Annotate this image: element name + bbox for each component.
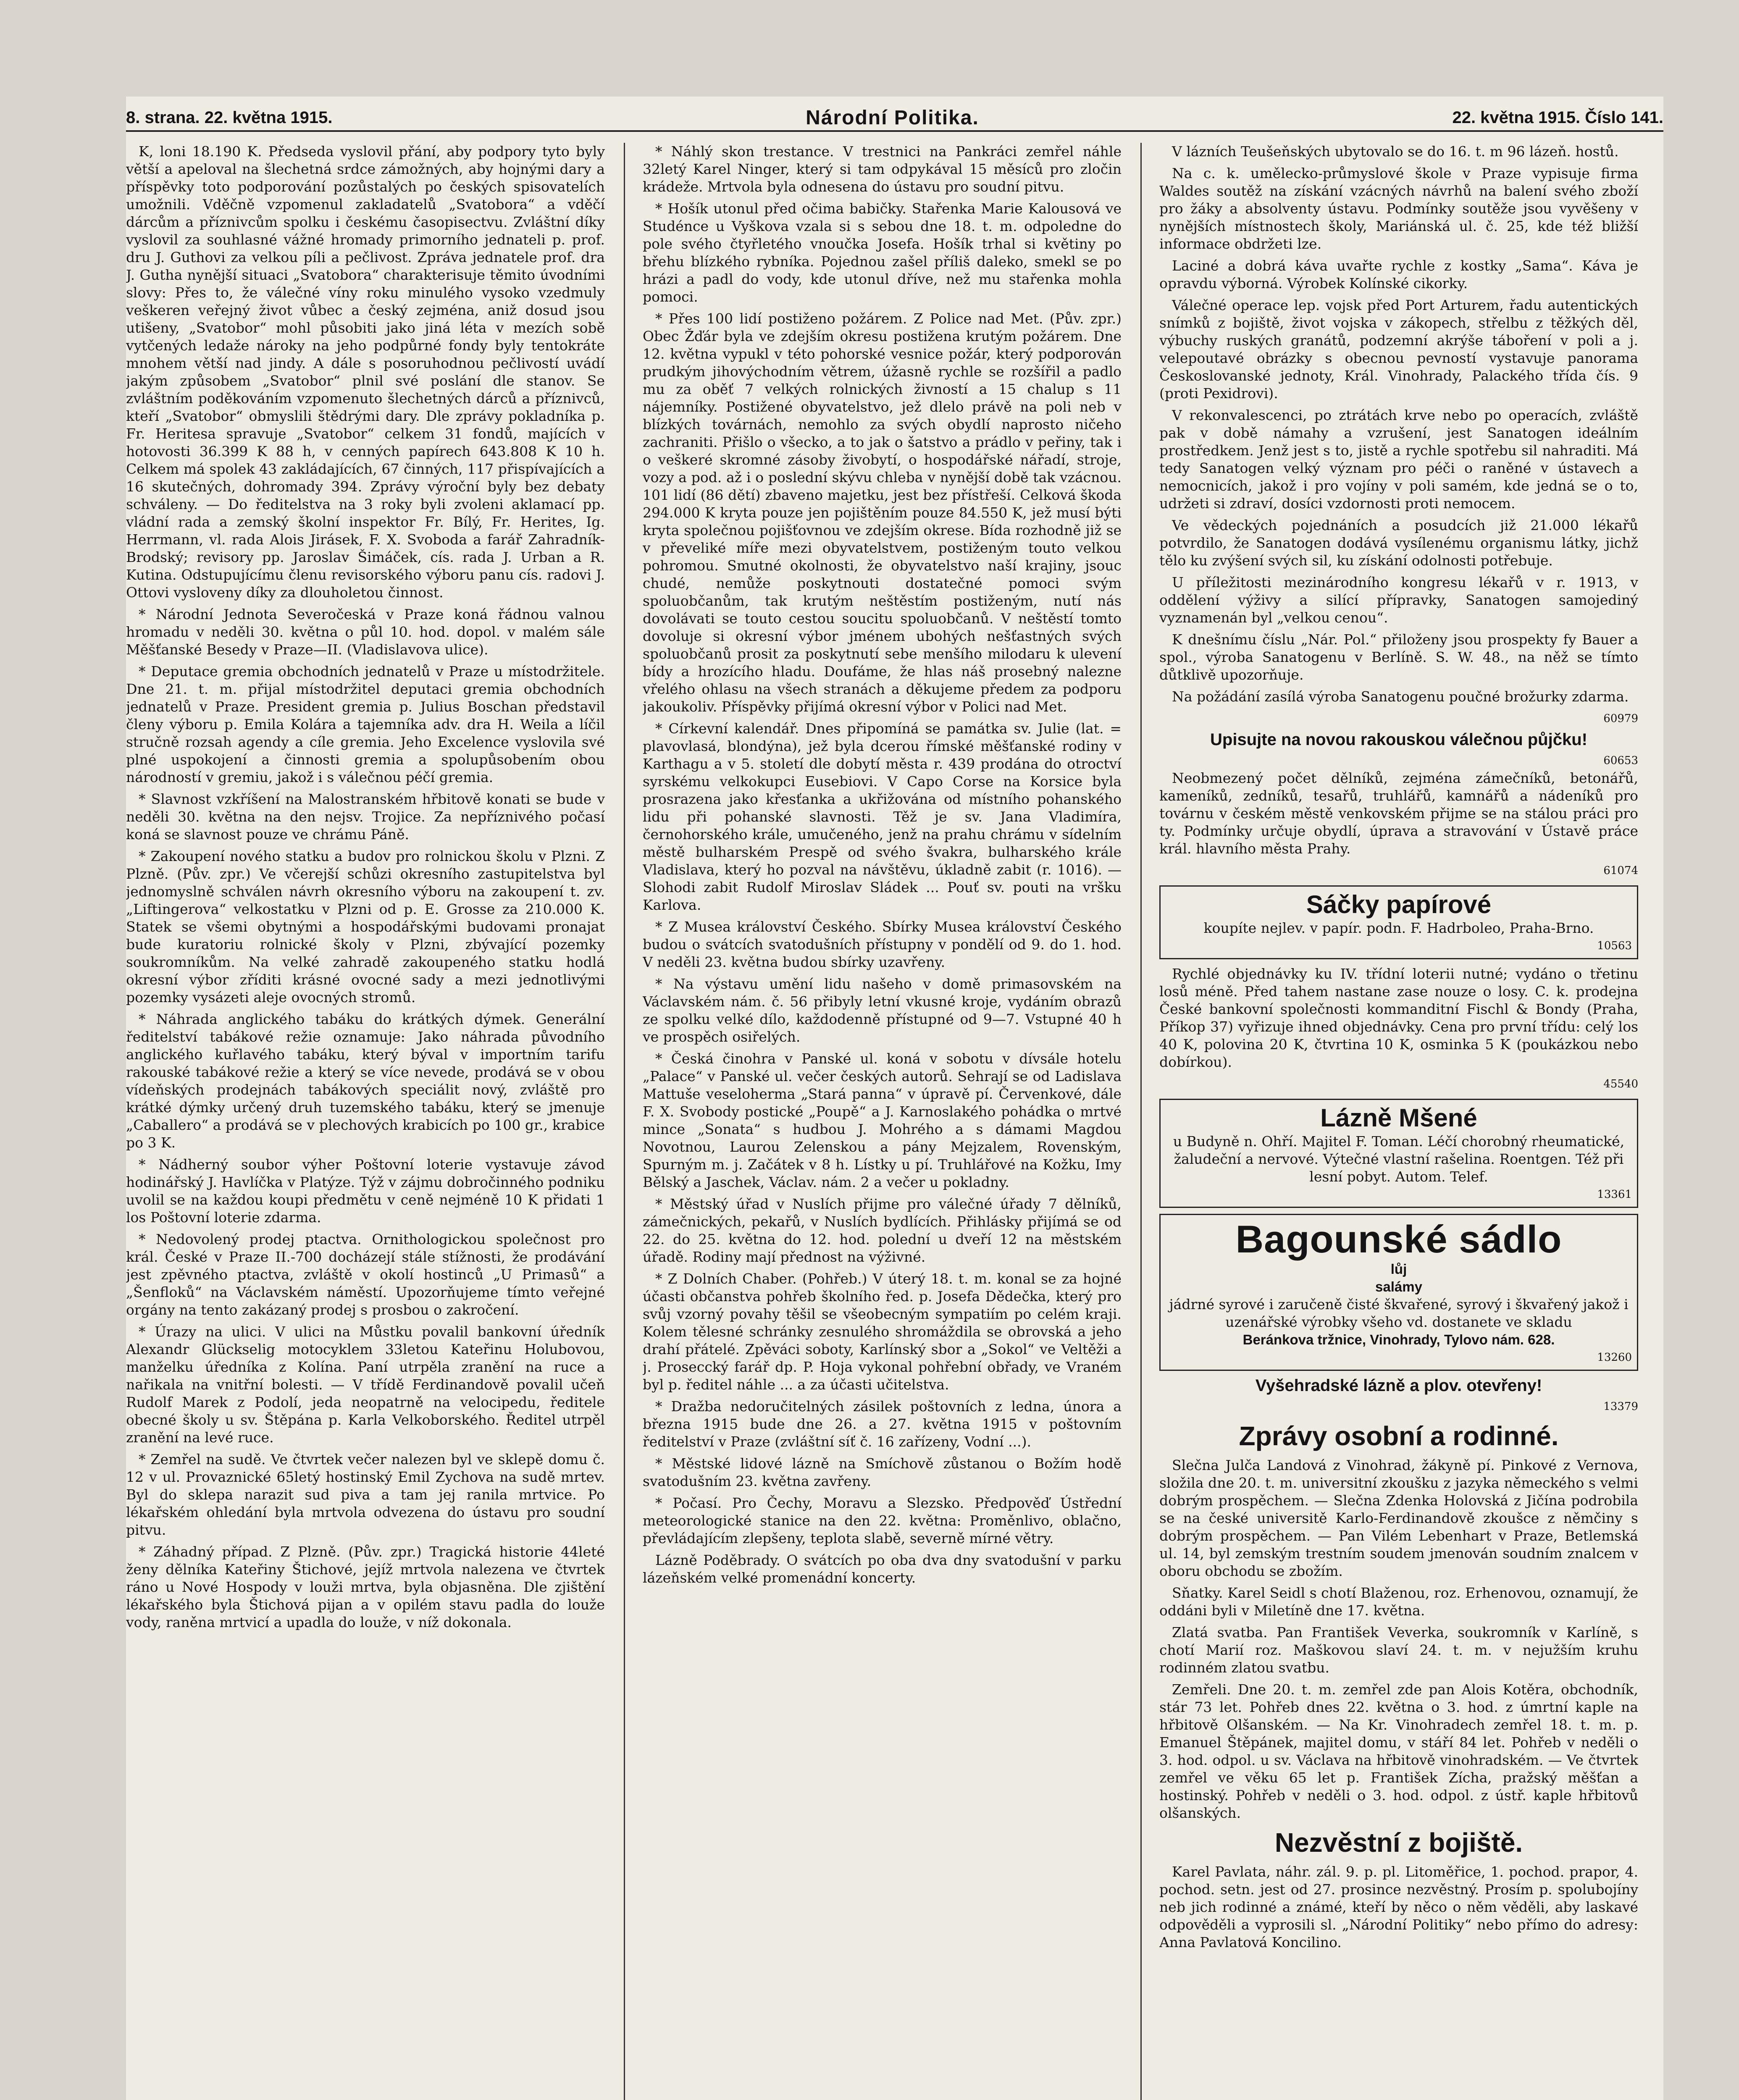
article-paragraph: Laciné a dobrá káva uvařte rychle z kostky „Sama“. Káva je opravdu výborná. Výrobek Kolínské cikorky.: [1159, 257, 1638, 291]
article-paragraph: V lázních Teušeňských ubytovalo se do 16. t. m 96 lázeň. hostů.: [1172, 143, 1619, 160]
article-paragraph: * Počasí. Pro Čechy, Moravu a Slezsko. Předpověď Ústřední meteorologické stanice na den 22. května: Proměnlivo, oblačno, převládajícím zlepšeny, teplota slabě, severně mírné větry.: [643, 1495, 1122, 1546]
ad-number: 13379: [1603, 1400, 1638, 1413]
article-paragraph: * Církevní kalendář. Dnes připomíná se památka sv. Julie (lat. = plavovlasá, blondýna), jež byla dcerou římské měšťanské rodiny v Karthagu a v 5. století dle dobytí města r. 439 prodána do otroctví syrskému velkokupci Eusebiovi. V Capo Corse na Korsice byla prosrazena jako křesťanka a ukřižována od místního pohanského lidu při pohanské slavnosti. Těž je sv. Jana Vladimíra, černohorského krále, umučeného, jenž na prahu chrámu v sídelním městě bulharském Prespě od svého švakra, bulharského krále Vladislava, který ho pozval na návštěvu, úkladně zabit (r. 1016). — Slohodi zabit Rudolf Miroslav Sládek ... Pouť sv. pouti na vršku Karlova.: [643, 720, 1122, 913]
sadlo-ad-address: Beránkova tržnice, Vinohrady, Tylovo nám. 628.: [1243, 1332, 1555, 1347]
article-paragraph: * Na výstavu umění lidu našeho v domě primasovském na Václavském nám. č. 56 přibyly letní vkusné kroje, vydáním obrazů ze spolku velké dílo, každodenně přístupné od 9—7. Vstupné 40 h ve prospěch osiřelých.: [643, 976, 1122, 1045]
article-paragraph: * Dražba nedoručitelných zásilek poštovních z ledna, února a března 1915 bude dne 26. a 27. května 1915 v poštovním ředitelství v Praze (zvláštní síť č. 16 zařízeny, Vodní ...).: [643, 1398, 1122, 1450]
article-paragraph: K dnešnímu číslu „Nár. Pol.“ přiloženy jsou prospekty fy Bauer a spol., výroba Sanatogenu v Berlíně. S. W. 48., na něž se tímto důtklivě upozorňuje.: [1159, 631, 1638, 683]
article-paragraph: * Nádherný soubor výher Poštovní loterie vystavuje závod hodinářský J. Havlíčka v Platýze. Týž v zájmu dobročinného podniku uvolil se na každou koupi předmětu v ceně nejméně 10 K přidati 1 los Poštovní loterie zdarma.: [126, 1156, 605, 1226]
article-paragraph: * Záhadný případ. Z Plzně. (Pův. zpr.) Tragická historie 44leté ženy dělníka Kateřiny Štichové, jejíž mrtvola nalezena ve čtvrtek ráno u Nové Hospody v louži mrtva, byla objasněna. Dle zjištění lékařského byla Štichová pijan a v opilém stavu padla do louže vody, raněna mrtvicí a upadla do louže, v níž dokonala.: [126, 1544, 605, 1630]
sacky-ad: [1159, 885, 1638, 959]
article-paragraph: * Zemřel na sudě. Ve čtvrtek večer nalezen byl ve sklepě domu č. 12 v ul. Provaznické 65letý hostinský Emil Zychova na sudě mrtev. Byl do sklepa narazit sud piva a tam jej ranila mrtvice. Po lékařském ohledání byla mrtvola odvezena do ústavu pro soudní pitvu.: [126, 1451, 605, 1538]
sadlo-ad-title: Bagounské sádlo: [1235, 1218, 1562, 1261]
article-paragraph: * Městské lidové lázně na Smíchově zůstanou o Božím hodě svatodušním 23. května zavřeny.: [643, 1455, 1122, 1489]
column-3: [1159, 143, 1638, 2100]
article-paragraph: * Deputace gremia obchodních jednatelů v Praze u místodržitele. Dne 21. t. m. přijal místodržitel deputaci gremia obchodních jednatelů v Praze. President gremia p. Julius Boschan představil členy výboru p. Emila Kolára a tajemníka adv. dra H. Weila a líčil stručně rozsah agendy a cíle gremia. Jeho Excelence vyslovila své plné uspokojení a činnosti gremia a spolupůsobením obou národností v gremiu, jakož i s válečnou péčí gremia.: [126, 663, 605, 785]
article-paragraph: * Národní Jednota Severočeská v Praze koná řádnou valnou hromadu v neděli 30. května o půl 10. hod. dopol. v malém sále Měšťanské Besedy v Praze—II. (Vladislavova ulice).: [126, 606, 605, 658]
sacky-ad-title: Sáčky papírové: [1306, 890, 1492, 919]
classified-ad: Neobmezený počet dělníků, zejména zámečníků, betonářů, kameníků, zedníků, tesařů, truhlářů, kamnářů a nádeníků pro továrnu v českém městě venkovském přijme se na stálou práci pro ty. Podmínky určuje obydlí, úprava a stravování v Ústavě práce král. hlavního města Prahy.: [1159, 770, 1638, 857]
article-paragraph: Válečné operace lep. vojsk před Port Arturem, řadu autentických snímků z bojiště, život vojska v zákopech, střelbu z těžkých děl, výbuchy ruských granátů, podzemní akrýše táboření v poli a j. velepoutavé obrázky s obecnou pevností vystavuje panorama Českoslovanské jednoty, Král. Vinohrady, Palackého třída čís. 9 (proti Pexidrovi).: [1159, 297, 1638, 402]
article-paragraph: * Zakoupení nového statku a budov pro rolnickou školu v Plzni. Z Plzně. (Pův. zpr.) Ve včerejší schůzi okresního zastupitelstva byl jednomyslně schválen návrh okresního výboru na zakoupení t. zv. „Liftingerova“ velkostatku v Plzni od p. E. Grosse za 210.000 K. Statek se všemi obytnými a hospodářskými budovami pronajat bude kuratoriu rolnické školy v Plzni, zbývající pozemky soukromníkům. Na velké zahradě zakoupeného statku hodlá okresní výbor zříditi krásné ovocné sady a mezi jednotlivými pozemky vysázeti aleje ovocných stromů.: [126, 848, 605, 1005]
article-paragraph: Na c. k. umělecko-průmyslové škole v Praze vypisuje firma Waldes soutěž na získání vzácných návrhů na balení svého zboží pro žáky a absolventy ústavu. Podmínky soutěže jsou vyvěšeny v nynějších místnostech školy, Mariánská ul. č. 25, kde též bližší informace obdržeti lze.: [1159, 165, 1638, 252]
article-paragraph: * Hošík utonul před očima babičky. Stařenka Marie Kalousová ve Studénce u Vyškova vzala si s sebou dne 18. t. m. odpoledne do pole svého čtyřletého vnoučka Josefa. Hošík trhal si květiny po břehu blízkého rybníka. Pojednou zašel příliš daleko, smekl se po hrázi a padl do vody, kde utonul dříve, než mu stařenka mohla pomoci.: [643, 200, 1122, 305]
ad-number: 10563: [1597, 940, 1632, 952]
article-paragraph: Sňatky. Karel Seidl s chotí Blaženou, roz. Erhenovou, oznamují, že oddáni byli v Miletíně dne 17. května.: [1159, 1585, 1638, 1619]
article-paragraph: * Náhrada anglického tabáku do krátkých dýmek. Generální ředitelství tabákové režie oznamuje: Jako náhrada původního anglického kuřlavého tabáku, který býval v importním tarifu rakouské tabákové režie a který se více nevede, prodává se v obou vídeňských prodejnách tabákových speciálit nový, zvláště pro krátké dýmky určený druh tuzemského tabáku, který se jmenuje „Caballero“ a prodává se v plechových krabicích po 100 gr., krabice po 3 K.: [126, 1011, 605, 1151]
column-2: [643, 143, 1122, 2100]
lazne-ad-title: Lázně Mšené: [1320, 1104, 1477, 1132]
sadlo-ad-lu: lůj: [1390, 1261, 1407, 1277]
article-paragraph: Zemřeli. Dne 20. t. m. zemřel zde pan Alois Kotěra, obchodník, stár 73 let. Pohřeb dnes 22. května o 3. hod. z úmrtní kaple na hřbitově Olšanském. — Na Kr. Vinohradech zemřel 18. t. m. p. Emanuel Štěpánek, majitel domu, v stáří 84 let. Pohřeb v neděli o 3. hod. odpol. u sv. Václava na hřbitově vinohradském. — Ve čtvrtek zemřel ve věku 65 let p. František Zícha, pražský měšťan a hostinský. Pohřeb v neděli o 3. hod. odpol. z ústř. kaple hřbitovů olšanských.: [1159, 1681, 1638, 1821]
header-right: 22. května 1915. Číslo 141.: [1452, 108, 1663, 127]
newspaper-page: [126, 97, 1663, 2100]
article-paragraph: Slečna Julča Landová z Vinohrad, žákyně pí. Pinkové z Vernova, složila dne 20. t. m. universitní zkoušku z jazyka německého s velmi dobrým prospěchem. — Slečna Zdenka Holovská z Jičína podrobila se na české universitě Karlo-Ferdinandově zkoušce z němčiny s dobrým prospěchem. — Pan Vilém Lebenhart v Praze, Betlemská ul. 14, byl zemským trestním soudem jmenován soudním znalcem v oboru obchodu se zbožím.: [1159, 1457, 1638, 1579]
article-paragraph: Lázně Poděbrady. O svátcích po oba dva dny svatodušní v parku lázeňském velké promenádní koncerty.: [643, 1552, 1122, 1586]
article-paragraph: * Z Musea království Českého. Sbírky Musea království Českého budou o svátcích svatodušních přístupny v pondělí od 9. do 1. hod. V neděli 23. května budou sbírky uzavřeny.: [643, 919, 1122, 970]
masthead-title: Národní Politika.: [806, 106, 979, 129]
article-paragraph: Na požádání zasílá výroba Sanatogenu poučné brožurky zdarma.: [1172, 688, 1629, 705]
column-divider: [1140, 143, 1142, 2100]
sadlo-ad: [1159, 1214, 1638, 1371]
ad-number: 13260: [1597, 1351, 1632, 1364]
vysehrad-baths-ad: Vyšehradské lázně a plov. otevřeny!: [1255, 1376, 1542, 1395]
ad-number: 60979: [1603, 712, 1638, 725]
ad-number: 45540: [1603, 1078, 1638, 1090]
article-paragraph: * Česká činohra v Panské ul. koná v sobotu v dívsále hotelu „Palace“ v Panské ul. večer českých autorů. Sehrají se od Ladislava Mattuše veseloherma „Stará panna“ v úpravě pí. Červenkové, dále F. X. Svobody postické „Poupě“ a J. Karnoslakého pohádka o mrtvé mince „Sonata“ s hudbou J. Mohrého a s dámami Magdou Novotnou, Laurou Zelenskou a pány Mejzalem, Rovenským, Spurným m. j. Začátek v 8 h. Lístky u pí. Truhlářové na Kožku, Imy Bělský a Jaschek, Václav. nám. 2 a večer u pokladny.: [643, 1050, 1122, 1190]
article-paragraph: Zlatá svatba. Pan František Veverka, soukromník v Karlíně, s chotí Marií roz. Maškovou slaví 24. t. m. v nejužším kruhu rodinném zlatou svatbu.: [1159, 1624, 1638, 1676]
column-1: [126, 143, 605, 2100]
article-paragraph: * Z Dolních Chaber. (Pohřeb.) V úterý 18. t. m. konal se za hojné účasti občanstva pohřeb školního řed. p. Josefa Dědečka, který pro svůj vzorný povahy těšil se všeobecným sympatiím po celém kraji. Kolem tělesné schránky zesnulého shromáždila se obrovská a jeho drahí přátelé. Zpěváci soboty, Karlínský sbor a „Sokol“ ve Veltěži a j. Proseccký farář dp. P. Hoja vykonal pohřební obřady, ve Vraném byl p. ředitel náhle ... a za účasti učitelstva.: [643, 1270, 1122, 1393]
sadlo-ad-text: jádrné syrové i zaručeně čisté škvařené, syrový i škvařený jakož i uzenářské výrobky všeho vd. dostanete ve skladu: [1169, 1296, 1629, 1330]
ad-number: 61074: [1603, 864, 1638, 877]
article-paragraph: * Úrazy na ulici. V ulici na Můstku povalil bankovní úředník Alexandr Glückselig motocyklem 33letou Kateřinu Holubovou, manželku úředníka z Kolína. Paní utrpěla zranění na ruce a nařikala na vnitřní bolesti. — V třídě Ferdinandově povalil učeň Rudolf Marek z Podolí, jeda neopatrně na velocipedu, ředitele obecné školy u sv. Štěpána p. Karla Velkoborského. Ředitel utrpěl zranění na levé ruce.: [126, 1323, 605, 1446]
sacky-ad-text: koupíte nejlev. v papír. podn. F. Hadrboleo, Praha-Brno.: [1203, 920, 1594, 936]
article-paragraph: * Náhlý skon trestance. V trestnici na Pankráci zemřel náhle 32letý Karel Ninger, který si tam odpykával 15 měsíců pro zločin krádeže. Mrtvola byla odnesena do ústavu pro soudní pitvu.: [643, 143, 1122, 195]
section-title-personal: Zprávy osobní a rodinné.: [1239, 1421, 1559, 1451]
ad-number: 60653: [1603, 754, 1638, 767]
article-paragraph: * Nedovolený prodej ptactva. Ornithologickou společnost pro král. České v Praze II.-700 docházejí stále stížnosti, že prodávání jest zpěvného ptactva, zvláště v okolí hostinců „U Primasů“ a „Šenfloků“ na Václavském náměstí. Upozorňujeme tímto veřejné orgány na tento zakázaný prodej s prosbou o zakročení.: [126, 1231, 605, 1318]
article-paragraph: K, loni 18.190 K. Předseda vyslovil přání, aby podpory tyto byly větší a apeloval na šlechetná srdce zámožných, aby hojnými dary a příspěvky toto podporování pozůstalých po českých spisovatelích umožnili. Vděčně vzpomenul zakladatelů „Svatobora“ a vděčí dárcům a příznivcům spolku i českému časopisectvu. Zvláštní díky vyslovil za souhlasné vážné hromady primorního jednateli p. prof. dru J. Guthovi za velkou píli a pečlivost. Zpráva jednatele prof. dra J. Gutha nynější situaci „Svatobora“ charakterisuje těmito úvodními slovy: Přes to, že válečné víny roku minulého vysoko vzedmuly veškeren veřejný život vůbec a český zejména, aniž dosud jsou utišeny, „Svatobor“ mohl působiti jako jiná léta v mezích sobě vytčených ledaže nároky na jeho podpůrné fondy byly tentokráte mnohem větší nad jindy. A dále s posoruhodnou pečlivostí uvádí jakým způsobem „Svatobor“ plnil své poslání dle stanov. Se zvláštním poděkováním vzpomenuto šlechetných dárců a příznivců, kteří „Svatobor“ obmyslili štědrými dary. Dle zprávy pokladníka p. Fr. Heritesa spravuje „Svatobor“ celkem 31 fondů, majících v hotovosti 36.399 K 88 h, v cenných papírech 643.808 K 10 h. Celkem má spolek 43 zakládajících, 67 činných, 117 přispívajících a 16 skutečných, dohromady 394. Zprávy výroční byly bez debaty schváleny. — Do ředitelstva na 3 roky byli zvoleni aklamací pp. vládní rada a zemský školní inspektor Fr. Bílý, Fr. Herites, Ig. Herrmann, vl. rada Alois Jirásek, F. X. Svoboda a farář Zahradník-Brodský; revisory pp. Jaroslav Šimáček, cís. rada J. Urban a R. Kutina. Odstupujícímu členu revisorského výboru panu cís. radovi J. Ottovi vysloveny díky za dlouholetou činnost.: [126, 143, 605, 601]
sadlo-ad-salamy: salámy: [1375, 1279, 1422, 1294]
lottery-ad: Rychlé objednávky ku IV. třídní loterii nutné; vydáno o třetinu losů méně. Před tahem nastane zase nouze o losy. C. k. prodejna České bankovní společnosti kommanditní Fischl & Bondy (Praha, Příkop 37) vyřizuje ihned objednávky. Cena pro první třídu: celý los 40 K, polovina 20 K, čtvrtina 10 K, osminka 5 K (poukázkou nebo dobírkou).: [1159, 966, 1638, 1070]
lazne-msene-ad: [1159, 1099, 1638, 1208]
war-loan-notice: Upisujte na novou rakouskou válečnou půjčku!: [1210, 730, 1587, 749]
page-header: [126, 105, 1663, 132]
article-paragraph: U příležitosti mezinárodního kongresu lékařů v r. 1913, v oddělení výživy a silící přípravky, Sanatogen samojediný vyznamenán byl „velkou cenou“.: [1159, 574, 1638, 626]
section-title-missing: Nezvěstní z bojiště.: [1274, 1827, 1523, 1858]
article-paragraph: * Městský úřad v Nuslích přijme pro válečné úřady 7 dělníků, zámečnických, pekařů, v Nuslích bydlících. Přihlásky přijímá se od 22. do 25. května do 12. hod. polední u dveří 12 na městském úřadě. Rodiny mají přednost na výživné.: [643, 1196, 1122, 1265]
article-paragraph: * Slavnost vzkříšení na Malostranském hřbitově konati se bude v neděli 30. května na den nejsv. Trojice. Za nepříznivého počasí koná se slavnost pouze ve chrámu Páně.: [126, 791, 605, 843]
article-paragraph: V rekonvalescenci, po ztrátách krve nebo po operacích, zvláště pak v době námahy a vzrušení, jest Sanatogen ideálním prostředkem. Jenž jest s to, jistě a rychle spotřebu sil nahraditi. Má tedy Sanatogen velký význam pro péči o raněné v ústavech a nemocnicích, jakož i pro vojíny v poli samém, kde jedná se o to, udržeti si zdraví, dosíci vzdornosti proti nemocem.: [1159, 407, 1638, 512]
article-paragraph: Ve vědeckých pojednáních a posudcích již 21.000 lékařů potvrdilo, že Sanatogen dodává vysílenému organismu látky, jichž tělo ku zvýšení svých sil, ku získání odolnosti potřebuje.: [1159, 517, 1638, 569]
article-paragraph: Karel Pavlata, náhr. zál. 9. p. pl. Litoměřice, 1. pochod. prapor, 4. pochod. setn. jest od 27. prosince nezvěstný. Prosím p. spolubojíny neb jich rodinné a známé, kteří by něco o něm věděli, aby laskavé odpověděli a vyprosili sl. „Národní Politiky“ nebo přímo do adresy: Anna Pavlatová Koncilino.: [1159, 1864, 1638, 1950]
lazne-ad-text: u Budyně n. Ohří. Majitel F. Toman. Léčí chorobný rheumatické, žaludeční a nervové. Výtečné vlastní rašelina. Roentgen. Též při lesní pobyt. Autom. Telef.: [1173, 1133, 1625, 1185]
column-divider: [624, 143, 625, 2100]
ad-number: 13361: [1597, 1188, 1632, 1201]
article-paragraph: * Přes 100 lidí postiženo požárem. Z Police nad Met. (Pův. zpr.) Obec Žďár byla ve zdejším okresu postižena krutým požárem. Dne 12. května vypukl v této pohorské vesnice požár, který podporován prudkým jihovýchodním větrem, úžasně rychle se rozšířil a padlo mu za oběť 7 velkých rolnických živností a 15 chalup s 11 nájemníky. Postižené obyvatelstvo, jež dlelo právě na poli neb v blízkých továrnách, nemohlo za svých obydlí naprosto ničeho zachraniti. Přišlo o všecko, a to jak o šatstvo a prádlo v peřiny, tak i o veškeré skromné zásoby živobytí, o hospodářské nářadí, stroje, vozy a pod. až i o poslední skývu chleba v nynější době tak vzácnou. 101 lidí (86 dětí) zbaveno majetku, jest bez přístřeší. Celková škoda 294.000 K kryta pouze jen pojištěním pouze 84.550 K, jež musí býti kryta společnou pojišťovnou ve zdejším okrese. Bída rozhodně již se v převeliké míře mezi obyvatelstvem, postiženým touto velkou pohromou. Smutné okolnosti, že obyvatelstvo naší krajiny, jsouc chudé, nemůže poskytnouti dostatečné pomoci svým spoluobčanům, tak krutým neštěstím postiženým, nutí nás dovolávati se touto cestou soucitu spoluobčanů. V neštěstí tomto dovoluje si okresní výbor jménem ubohých nešťastných svých spoluobčanů prosit za poskytnutí sebe menšího milodaru k ulevení bídy a hrozícího hladu. Doufáme, že hlas náš prosebný nalezne vřelého ohlasu na všech stranách a děkujeme předem za podporu jakoukoliv. Příspěvky přijímá okresní výbor v Polici nad Met.: [643, 310, 1122, 715]
header-left: 8. strana. 22. května 1915.: [126, 108, 333, 127]
